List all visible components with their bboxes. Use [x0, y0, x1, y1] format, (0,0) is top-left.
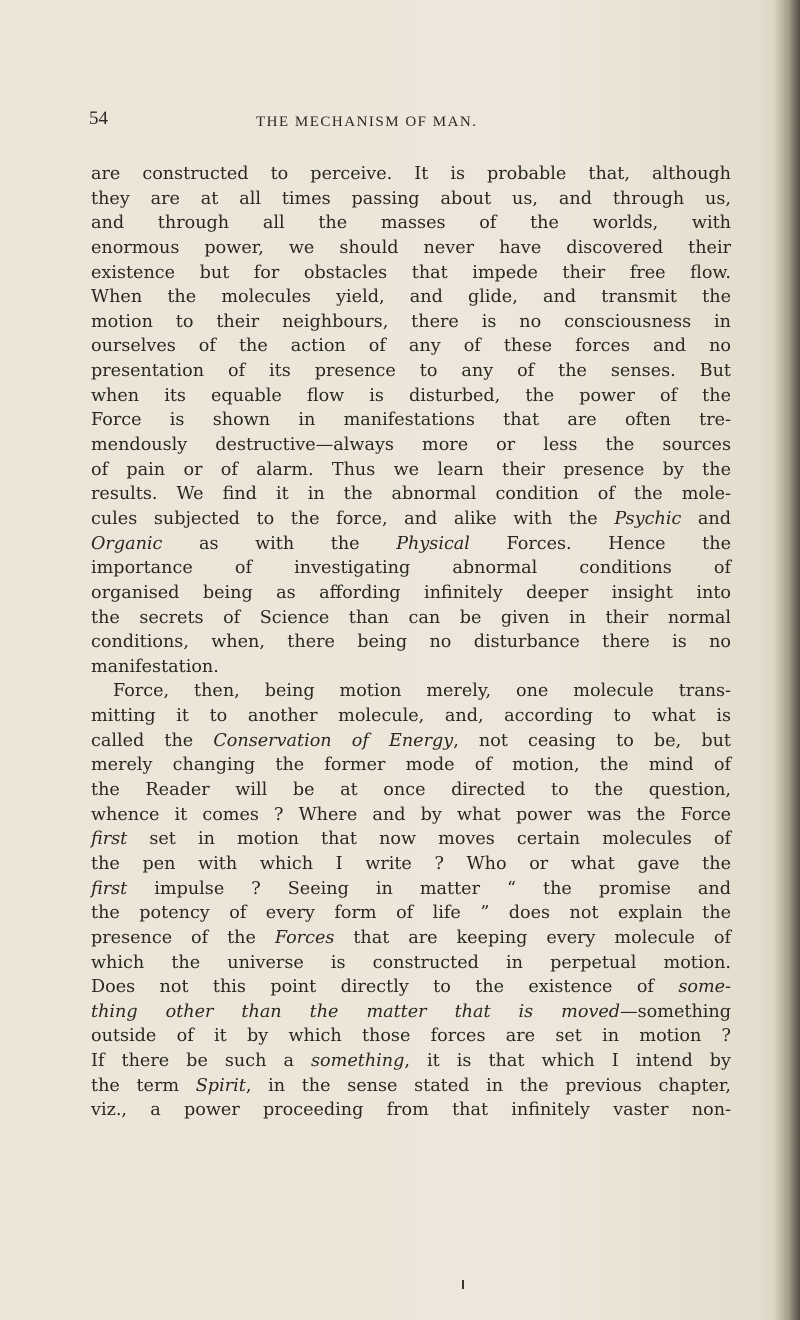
- text-line: called the Conservation of Energy, not ceasing to be, but: [91, 730, 731, 751]
- text-line: they are at all times passing about us, and through us,: [91, 188, 731, 209]
- text-line: Does not this point directly to the existence of some-: [91, 977, 731, 998]
- page-number: 54: [89, 108, 108, 129]
- text-line: importance of investigating abnormal conditions of: [91, 558, 731, 579]
- running-head: THE MECHANISM OF MAN.: [256, 114, 478, 130]
- text-line: mendously destructive—always more or less the sources: [91, 435, 731, 456]
- print-mark: [462, 1280, 464, 1289]
- text-line: the pen with which I write ? Who or what gave the: [91, 853, 731, 874]
- text-line: conditions, when, there being no disturbance there is no: [91, 632, 731, 653]
- text-line: organised being as affording infinitely deeper insight into: [91, 582, 731, 603]
- text-line: when its equable flow is disturbed, the power of the: [91, 385, 731, 406]
- text-line: and through all the masses of the worlds, with: [91, 213, 731, 234]
- text-line: Force is shown in manifestations that are often tre-: [91, 410, 731, 431]
- text-line: whence it comes ? Where and by what power was the Force: [91, 804, 731, 825]
- text-line: the term Spirit, in the sense stated in the previous chapter,: [91, 1075, 731, 1096]
- text-line: manifestation.: [91, 656, 219, 677]
- text-line: the secrets of Science than can be given in their normal: [91, 607, 731, 628]
- text-line: presentation of its presence to any of the senses. But: [91, 361, 731, 382]
- text-line: motion to their neighbours, there is no consciousness in: [91, 311, 731, 332]
- text-line: existence but for obstacles that impede their free flow.: [91, 262, 731, 283]
- text-line: mitting it to another molecule, and, according to what is: [91, 706, 731, 727]
- text-line: the potency of every form of life ” does not explain the: [91, 903, 731, 924]
- text-line: results. We find it in the abnormal condition of the mole-: [91, 484, 731, 505]
- text-line: presence of the Forces that are keeping every molecule of: [91, 927, 731, 948]
- text-line: ourselves of the action of any of these forces and no: [91, 336, 731, 357]
- text-line: of pain or of alarm. Thus we learn their presence by the: [91, 459, 731, 480]
- text-line: cules subjected to the force, and alike with the Psychic and: [91, 508, 731, 529]
- text-line: merely changing the former mode of motion, the mind of: [91, 755, 731, 776]
- text-line: which the universe is constructed in perpetual motion.: [91, 952, 731, 973]
- text-line: When the molecules yield, and glide, and transmit the: [91, 287, 731, 308]
- text-line: If there be such a something, it is that which I intend by: [91, 1051, 731, 1072]
- text-line: first set in motion that now moves certain molecules of: [91, 829, 731, 850]
- text-line: enormous power, we should never have discovered their: [91, 237, 731, 258]
- body-text: [91, 162, 731, 1123]
- text-line: thing other than the matter that is moved—something: [91, 1001, 731, 1022]
- text-line: viz., a power proceeding from that infinitely vaster non-: [91, 1100, 731, 1121]
- page-edge-shadow: [774, 0, 800, 1320]
- text-line: Organic as with the Physical Forces. Hence the: [91, 533, 731, 554]
- text-line: Force, then, being motion merely, one molecule trans-: [113, 681, 731, 702]
- text-line: first impulse ? Seeing in matter “ the promise and: [91, 878, 731, 899]
- text-line: outside of it by which those forces are set in motion ?: [91, 1026, 731, 1047]
- text-line: are constructed to perceive. It is probable that, although: [91, 164, 731, 184]
- text-line: the Reader will be at once directed to the question,: [91, 780, 731, 801]
